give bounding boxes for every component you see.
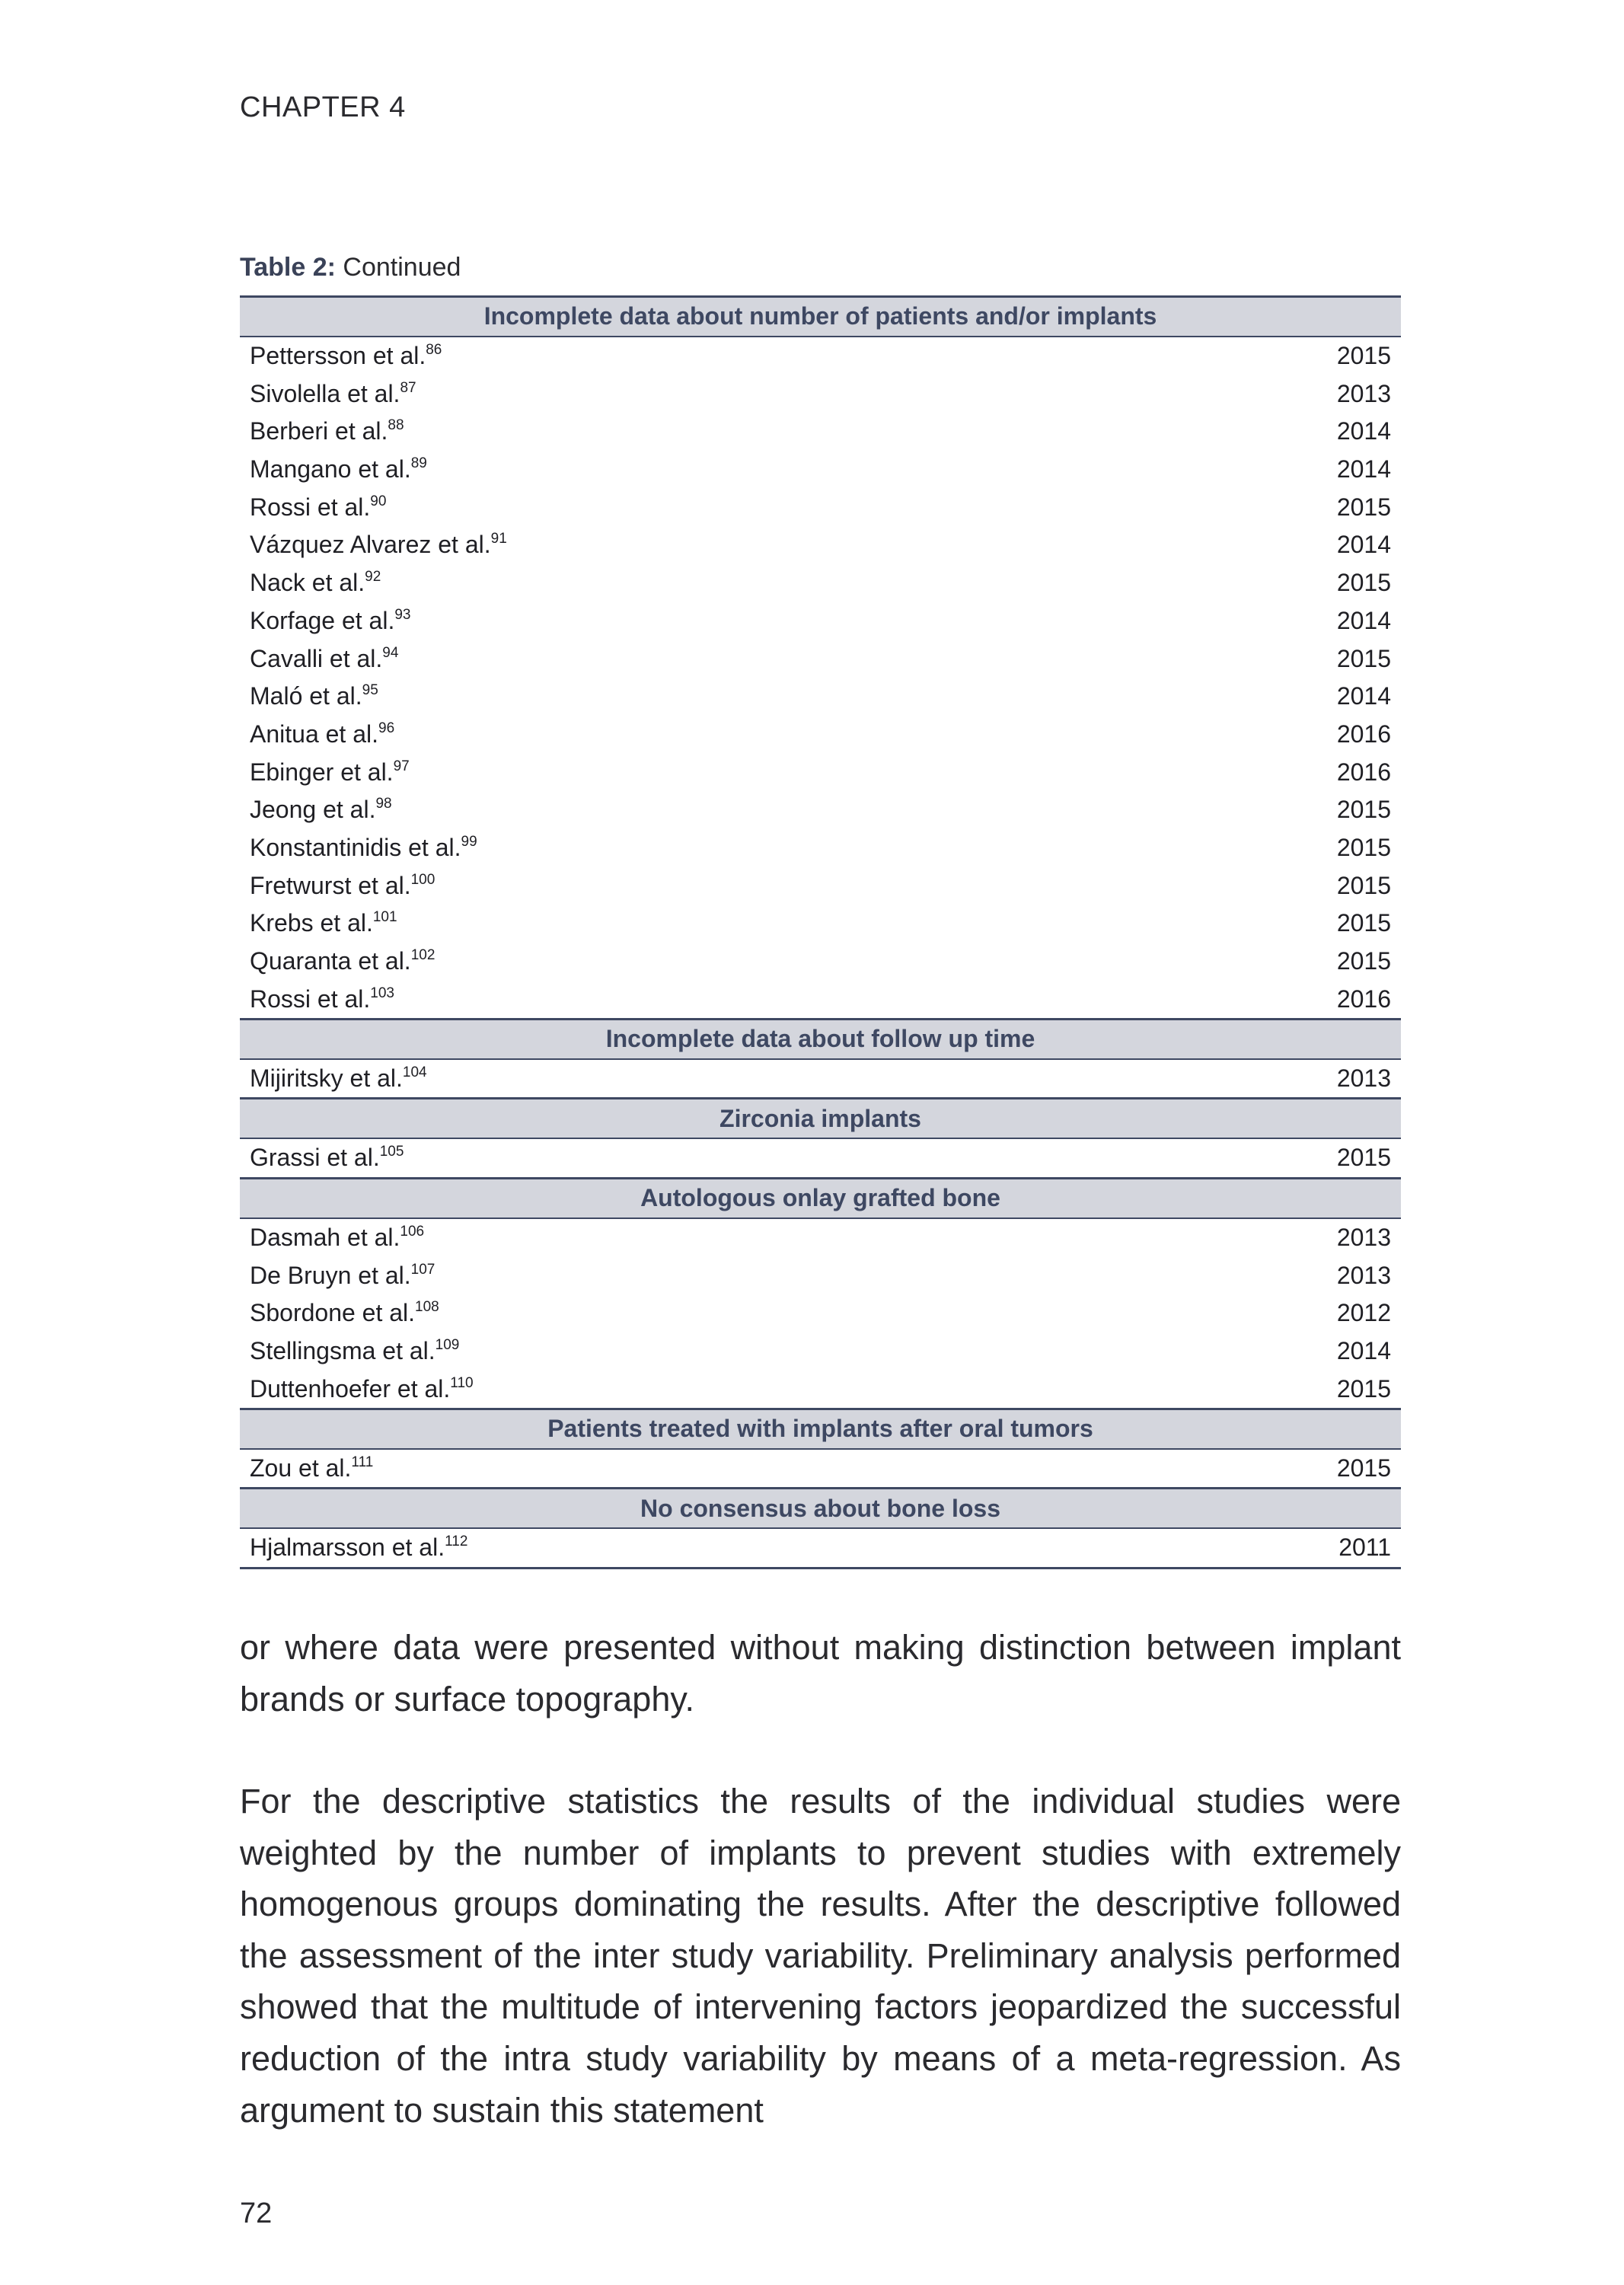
study-year: 2011 [1230, 1528, 1401, 1568]
study-cell [240, 753, 1230, 791]
table-row [240, 1256, 1401, 1294]
study-year: 2015 [1336, 833, 1392, 861]
reference-number: 93 [394, 606, 411, 623]
study-cell [240, 1528, 1230, 1568]
section-header-row [240, 1020, 1401, 1059]
study-author: De Bruyn et al. [250, 1261, 411, 1289]
reference-number: 101 [372, 909, 397, 926]
table-row [240, 602, 1401, 640]
study-author: Mijiritsky et al. [250, 1064, 403, 1093]
study-author: Vázquez Alvarez et al. [250, 531, 491, 559]
study-year: 2014 [1336, 1336, 1392, 1364]
reference-number: 112 [445, 1533, 468, 1550]
study-author: Konstantinidis et al. [250, 833, 461, 861]
table-row [240, 488, 1401, 526]
section-title: Incomplete data about follow up time [240, 1020, 1401, 1059]
reference-number: 102 [410, 947, 436, 964]
study-cell [240, 716, 1230, 754]
section-title: Zirconia implants [240, 1099, 1401, 1138]
study-year: 2013 [1336, 1261, 1392, 1289]
reference-number: 89 [410, 455, 427, 472]
table-row [240, 716, 1401, 754]
study-author: Jeong et al. [250, 796, 376, 824]
table-row [240, 413, 1401, 451]
study-author: Anitua et al. [250, 720, 378, 748]
section-header-row [240, 1099, 1401, 1138]
reference-number: 105 [379, 1144, 404, 1160]
table-row [240, 1528, 1401, 1568]
study-year: 2014 [1336, 417, 1392, 445]
study-year: 2015 [1336, 493, 1392, 521]
study-author: Cavalli et al. [250, 644, 383, 672]
study-year: 2015 [1336, 1454, 1392, 1482]
section-title: Incomplete data about number of patients and/or implants [240, 297, 1401, 337]
study-author: Sbordone et al. [250, 1299, 416, 1327]
study-author: Fretwurst et al. [250, 871, 411, 899]
study-year: 2013 [1336, 379, 1392, 407]
study-author: Stellingsma et al. [250, 1336, 436, 1364]
study-author: Nack et al. [250, 569, 365, 597]
study-author: Duttenhoefer et al. [250, 1374, 451, 1403]
reference-number: 98 [375, 796, 392, 812]
reference-number: 106 [400, 1223, 425, 1240]
study-cell [240, 1449, 1230, 1489]
study-author: Rossi et al. [250, 985, 371, 1013]
section-title: Patients treated with implants after oral tumors [240, 1409, 1401, 1448]
table-caption [240, 253, 461, 282]
study-cell [240, 526, 1230, 564]
table-caption-label: Table 2: [240, 253, 336, 282]
table-row [240, 451, 1401, 489]
study-author: Maló et al. [250, 682, 362, 710]
study-cell [240, 791, 1230, 829]
study-cell [240, 451, 1230, 489]
table-row [240, 753, 1401, 791]
table-row [240, 1449, 1401, 1489]
table-body [240, 297, 1401, 1569]
study-cell [240, 375, 1230, 413]
study-cell [240, 1294, 1230, 1332]
study-cell [240, 337, 1230, 375]
table-row [240, 905, 1401, 943]
study-cell [240, 488, 1230, 526]
table-row [240, 980, 1401, 1019]
reference-number: 92 [365, 569, 381, 586]
reference-number: 108 [415, 1299, 439, 1316]
study-year: 2015 [1336, 1144, 1392, 1172]
study-cell [240, 602, 1230, 640]
reference-number: 110 [450, 1374, 474, 1391]
reference-number: 94 [382, 644, 399, 661]
chapter-header: CHAPTER 4 [240, 91, 406, 123]
reference-number: 97 [393, 758, 410, 774]
study-year: 2015 [1336, 569, 1392, 597]
study-author: Krebs et al. [250, 909, 373, 937]
study-cell [240, 829, 1230, 867]
page-number: 72 [240, 2197, 273, 2229]
reference-number: 87 [400, 379, 416, 396]
study-year: 2014 [1336, 606, 1392, 634]
table-row [240, 1370, 1401, 1409]
study-author: Pettersson et al. [250, 342, 426, 370]
table-row [240, 791, 1401, 829]
study-cell [240, 1138, 1230, 1178]
table-row [240, 564, 1401, 602]
study-cell [240, 1218, 1230, 1257]
table-row [240, 678, 1401, 716]
table-row [240, 1332, 1401, 1371]
section-header-row [240, 1178, 1401, 1217]
study-year: 2015 [1336, 871, 1392, 899]
study-author: Berberi et al. [250, 417, 388, 445]
table-row [240, 866, 1401, 905]
study-cell [240, 1332, 1230, 1371]
study-author: Zou et al. [250, 1454, 352, 1482]
section-title: No consensus about bone loss [240, 1489, 1401, 1528]
table-row [240, 640, 1401, 678]
study-cell [240, 678, 1230, 716]
reference-number: 104 [402, 1064, 427, 1081]
study-cell [240, 943, 1230, 981]
study-year: 2016 [1336, 758, 1392, 786]
study-year: 2015 [1336, 1374, 1392, 1403]
reference-number: 99 [461, 833, 477, 850]
study-author: Grassi et al. [250, 1144, 380, 1172]
study-author: Quaranta et al. [250, 947, 411, 975]
reference-number: 91 [490, 531, 507, 547]
reference-number: 103 [370, 985, 394, 1001]
study-cell [240, 1370, 1230, 1409]
study-year: 2015 [1336, 342, 1392, 370]
study-year: 2013 [1336, 1064, 1392, 1093]
study-cell [240, 1059, 1230, 1099]
table-caption-text: Continued [335, 253, 461, 282]
table-row [240, 375, 1401, 413]
study-author: Hjalmarsson et al. [250, 1533, 445, 1562]
study-year: 2012 [1336, 1299, 1392, 1327]
reference-number: 88 [388, 417, 404, 434]
study-author: Dasmah et al. [250, 1223, 400, 1251]
table-row [240, 1294, 1401, 1332]
study-author: Ebinger et al. [250, 758, 394, 786]
study-cell [240, 866, 1230, 905]
reference-number: 107 [410, 1261, 436, 1278]
table-row [240, 337, 1401, 375]
study-cell [240, 413, 1230, 451]
reference-number: 95 [362, 682, 378, 699]
body-paragraph-2: For the descriptive statistics the results of the individual studies were weighted by the number of implants to prevent studies with extremely homogenous groups dominating the results. After the descriptive followed the assessment of the inter study variability. Preliminary analysis performed showed that the multitude of intervening factors jeopardized the successful reduction of the intra study variability by means of a meta-regression. As argument to sustain this statement [240, 1782, 1401, 2130]
table-row [240, 1138, 1401, 1178]
reference-number: 96 [378, 720, 395, 736]
table-row [240, 943, 1401, 981]
reference-number: 109 [435, 1336, 460, 1353]
study-year: 2016 [1336, 720, 1392, 748]
section-header-row [240, 1409, 1401, 1448]
study-year: 2014 [1336, 531, 1392, 559]
table-row [240, 1059, 1401, 1099]
study-year: 2015 [1336, 909, 1392, 937]
body-paragraph-1: or where data were presented without making distinction between implant brands or surface topography. [240, 1628, 1401, 1719]
studies-table [240, 295, 1401, 1569]
study-cell [240, 564, 1230, 602]
study-cell [240, 1256, 1230, 1294]
reference-number: 86 [426, 342, 442, 359]
study-year: 2013 [1336, 1223, 1392, 1251]
study-cell [240, 905, 1230, 943]
study-author: Rossi et al. [250, 493, 371, 521]
section-header-row [240, 1489, 1401, 1528]
table-row [240, 829, 1401, 867]
study-year: 2015 [1336, 644, 1392, 672]
study-year: 2014 [1336, 682, 1392, 710]
study-cell [240, 640, 1230, 678]
study-author: Mangano et al. [250, 455, 411, 483]
study-author: Sivolella et al. [250, 379, 400, 407]
section-title: Autologous onlay grafted bone [240, 1178, 1401, 1217]
reference-number: 90 [370, 493, 387, 509]
study-year: 2015 [1336, 796, 1392, 824]
reference-number: 100 [410, 871, 436, 888]
study-year: 2016 [1336, 985, 1392, 1013]
reference-number: 111 [351, 1454, 374, 1470]
study-year: 2015 [1336, 947, 1392, 975]
section-header-row [240, 297, 1401, 337]
table-row [240, 1218, 1401, 1257]
table-row [240, 526, 1401, 564]
study-author: Korfage et al. [250, 606, 395, 634]
study-year: 2014 [1336, 455, 1392, 483]
study-cell [240, 980, 1230, 1019]
